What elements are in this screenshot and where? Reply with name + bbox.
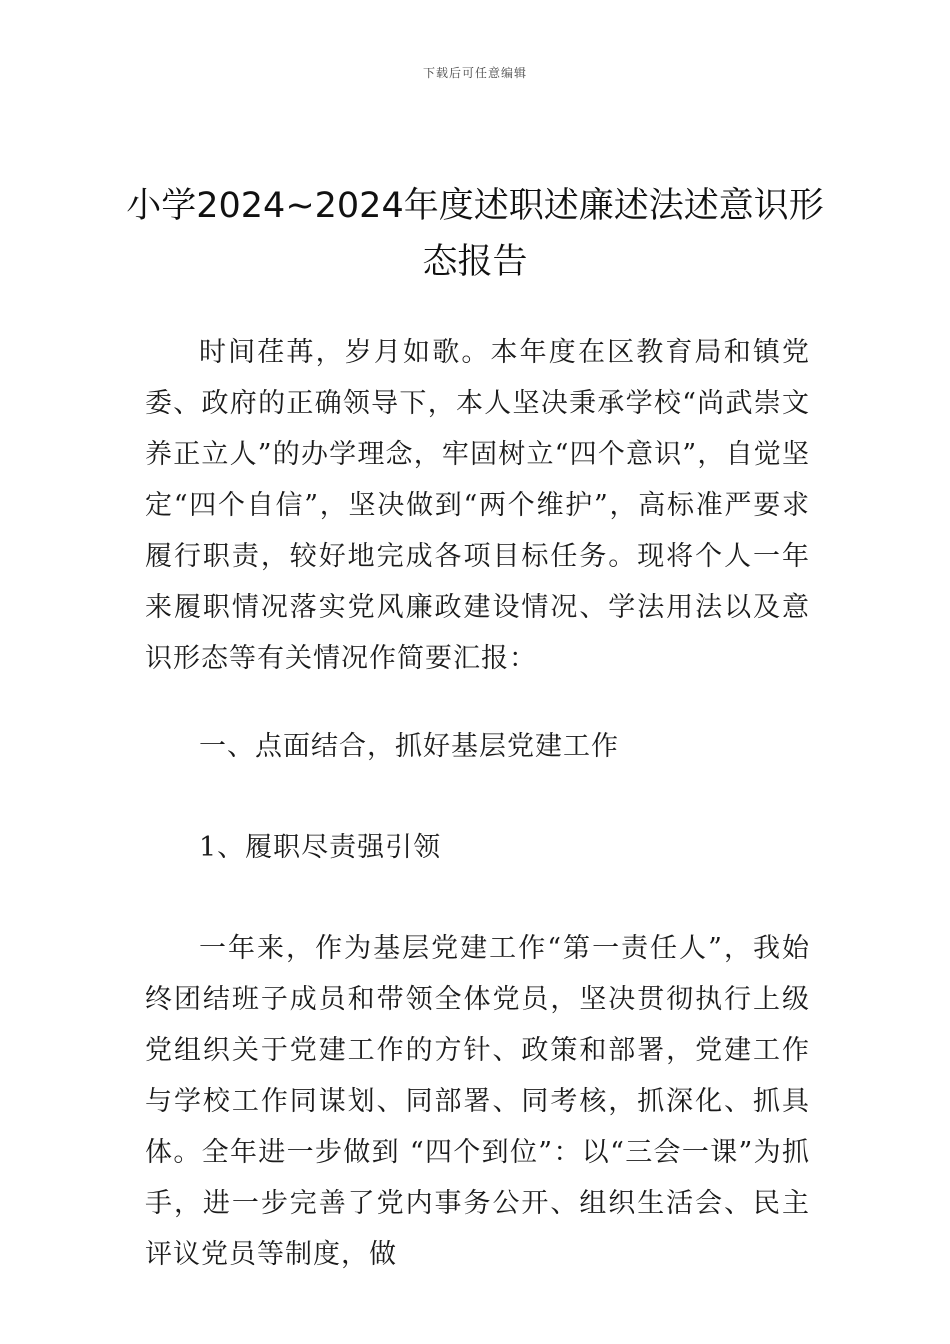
section-heading [145, 721, 810, 772]
subsection-heading-text: 1、履职尽责强引领 [199, 832, 442, 863]
section-body-paragraph-text: 一年来，作为基层党建工作“第一责任人”，我始终团结班子成员和带领全体党员，坚决贯彻执行上级党组织关于党建工作的方针、政策和部署，党建工作与学校工作同谋划、同部署、同考核，抓深化、抓具体。全年进一步做到 “四个到位”：以“三会一课”为抓手，进一步完善了党内事务公开、组织生活会、民主评议党员等制度，做 [145, 933, 810, 1270]
document-title: 小学2024~2024年度述职述廉述法述意识形态报告 [126, 186, 824, 282]
header-note: 下载后可任意编辑 [422, 66, 527, 80]
intro-paragraph-text: 时间荏苒，岁月如歌。本年度在区教育局和镇党委、政府的正确领导下，本人坚决秉承学校“尚武崇文养正立人”的办学理念，牢固树立“四个意识”，自觉坚定“四个自信”，坚决做到“两个维护”，高标准严要求履行职责，较好地完成各项目标任务。现将个人一年来履职情况落实党风廉政建设情况、学法用法以及意识形态等有关情况作简要汇报： [145, 337, 810, 674]
section-body-paragraph [145, 923, 810, 1280]
intro-paragraph [145, 327, 810, 684]
section-heading-text: 一、点面结合，抓好基层党建工作 [199, 731, 619, 762]
subsection-heading [145, 822, 810, 873]
